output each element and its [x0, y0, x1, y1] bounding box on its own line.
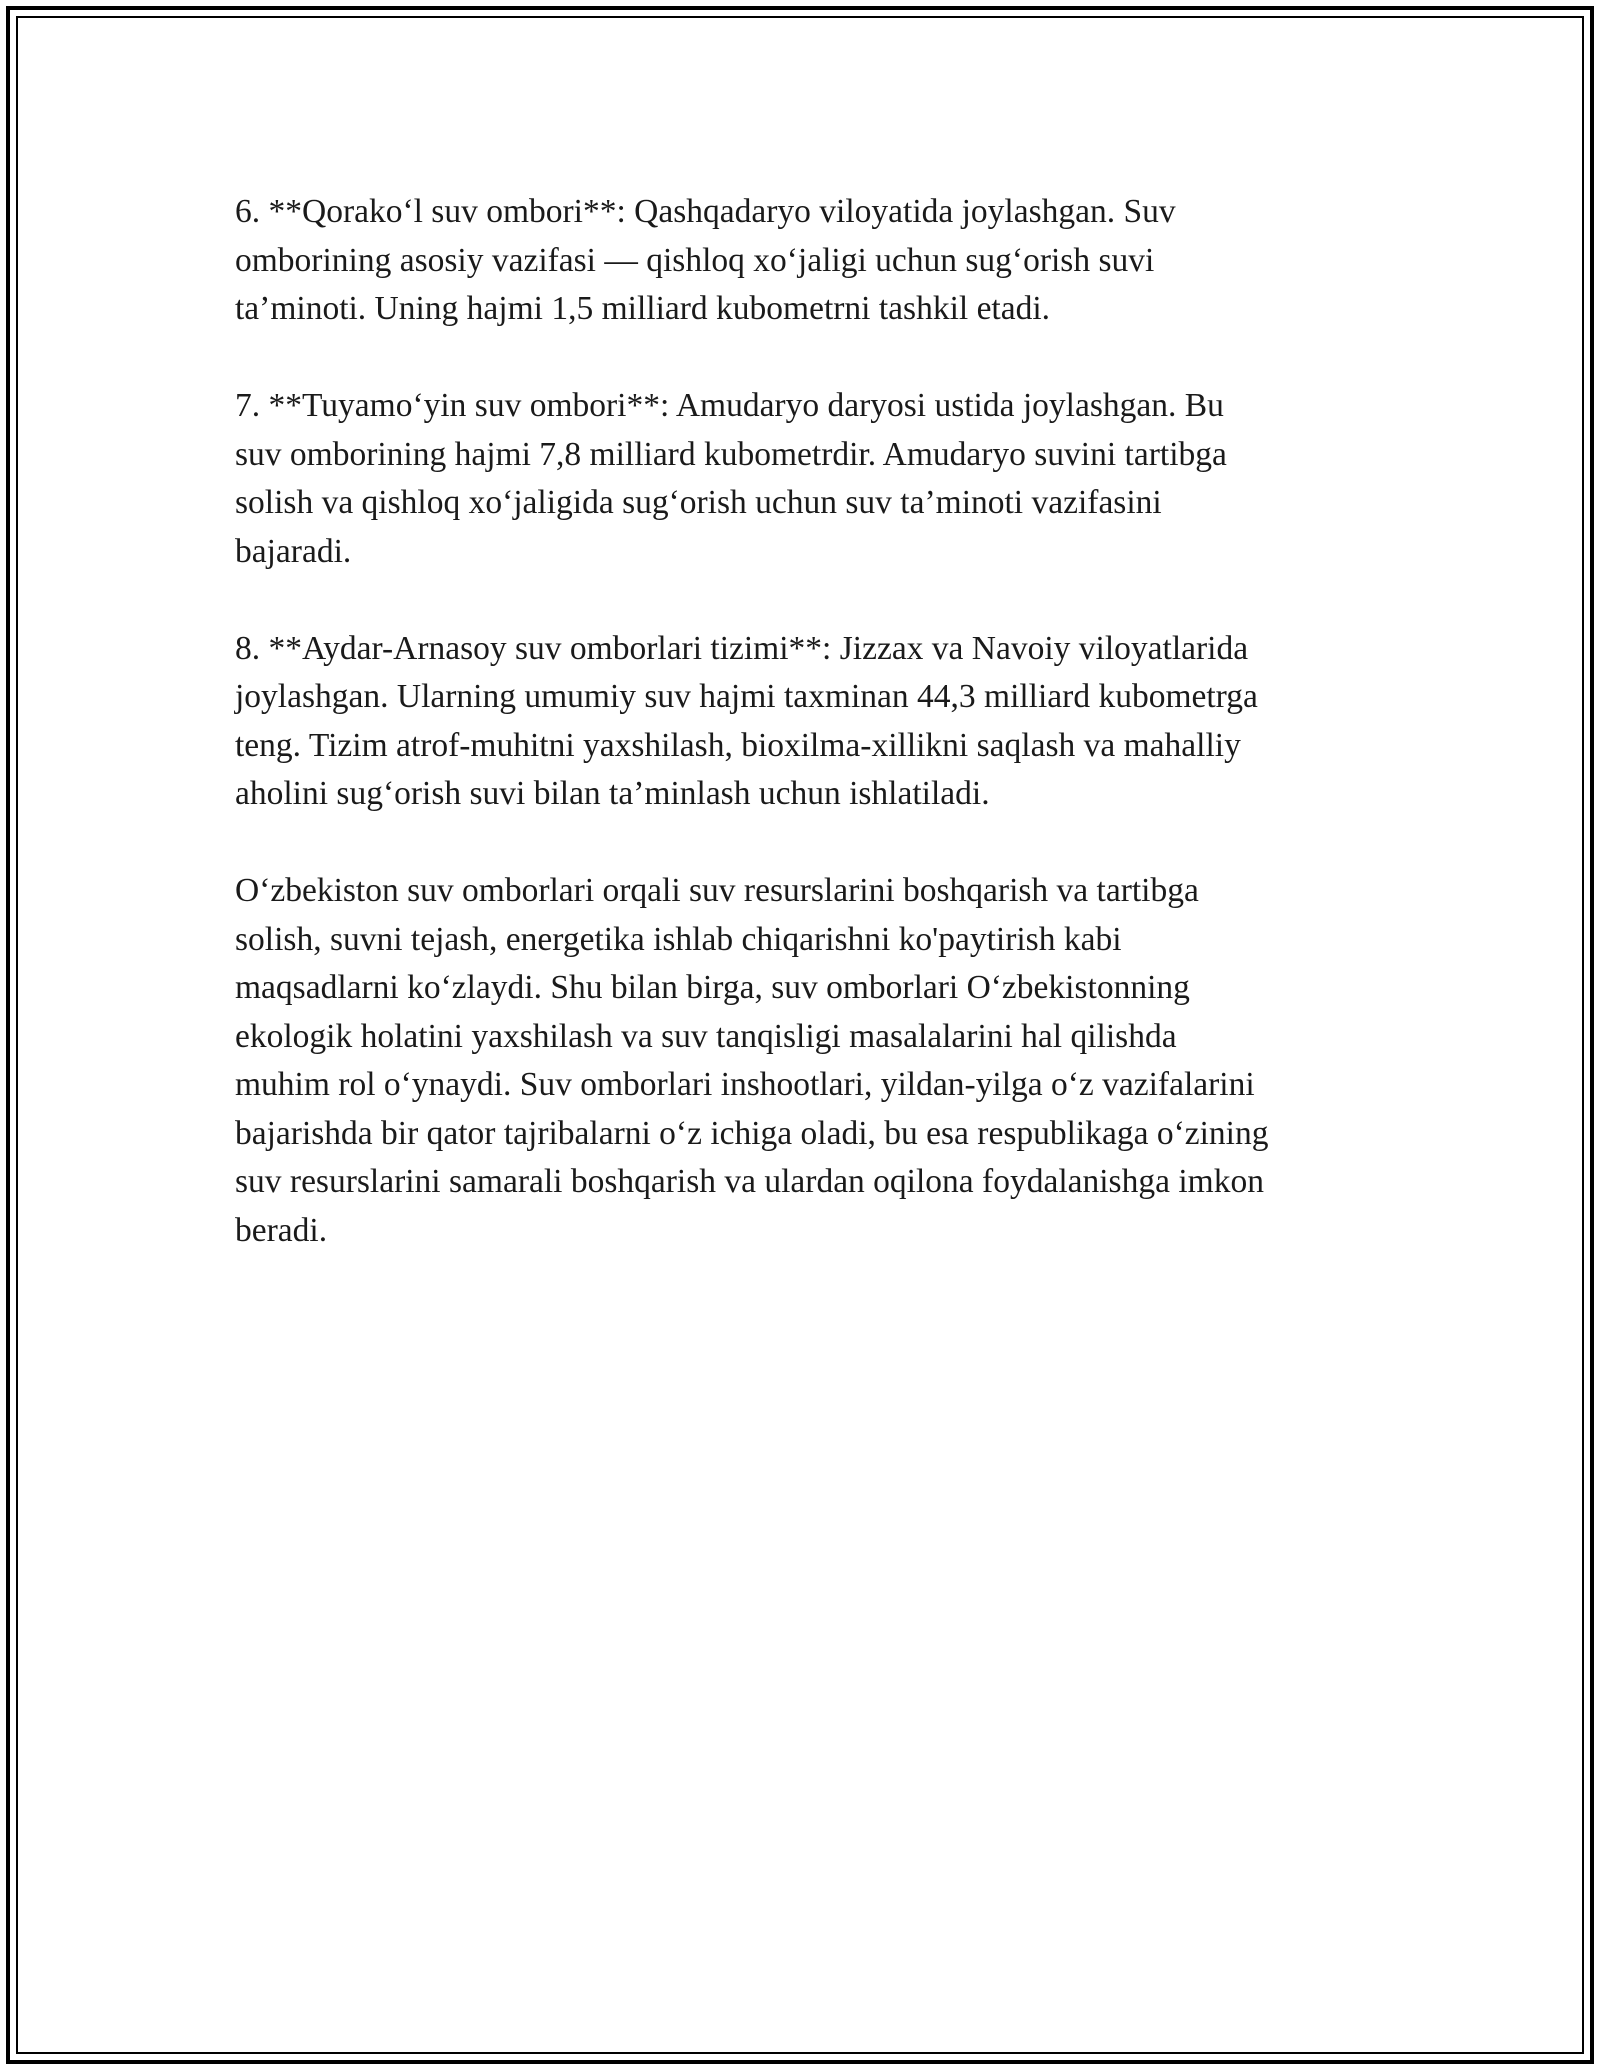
paragraph-qorakol-reservoir: 6. **Qorako‘l suv ombori**: Qashqadaryo viloyatida joylashgan. Suv omborining asosiy vazifasi — qishloq xo‘jaligi uchun sug‘orish suvi ta’minoti. Uning hajmi 1,5 milliard kubometrni tashkil etadi.	[235, 193, 1176, 327]
paragraph-aydar-arnasoy-system: 8. **Aydar-Arnasoy suv omborlari tizimi**: Jizzax va Navoiy viloyatlarida joylashgan. Ularning umumiy suv hajmi taxminan 44,3 milliard kubometrga teng. Tizim atrof-muhitni yaxshilash, bioxilma-xillikni saqlash va mahalliy aholini sug‘orish suvi bilan ta’minlash uchun ishlatiladi.	[235, 629, 1258, 812]
document-body	[235, 188, 1375, 1304]
paragraph-tuyamoyin-reservoir: 7. **Tuyamo‘yin suv ombori**: Amudaryo daryosi ustida joylashgan. Bu suv omborining hajmi 7,8 milliard kubometrdir. Amudaryo suvini tartibga solish va qishloq xo‘jaligida sug‘orish uchun suv ta’minoti vazifasini bajaradi.	[235, 387, 1227, 570]
paragraph-conclusion: O‘zbekiston suv omborlari orqali suv resurslarini boshqarish va tartibga solish, suvni tejash, energetika ishlab chiqarishni ko'paytirish kabi maqsadlarni ko‘zlaydi. Shu bilan birga, suv omborlari O‘zbekistonning ekologik holatini yaxshilash va suv tanqisligi masalalarini hal qilishda muhim rol o‘ynaydi. Suv omborlari inshootlari, yildan-yilga o‘z vazifalarini bajarishda bir qator tajribalarni o‘z ichiga oladi, bu esa respublikaga o‘zining suv resurslarini samarali boshqarish va ulardan oqilona foydalanishga imkon beradi.	[235, 872, 1269, 1249]
